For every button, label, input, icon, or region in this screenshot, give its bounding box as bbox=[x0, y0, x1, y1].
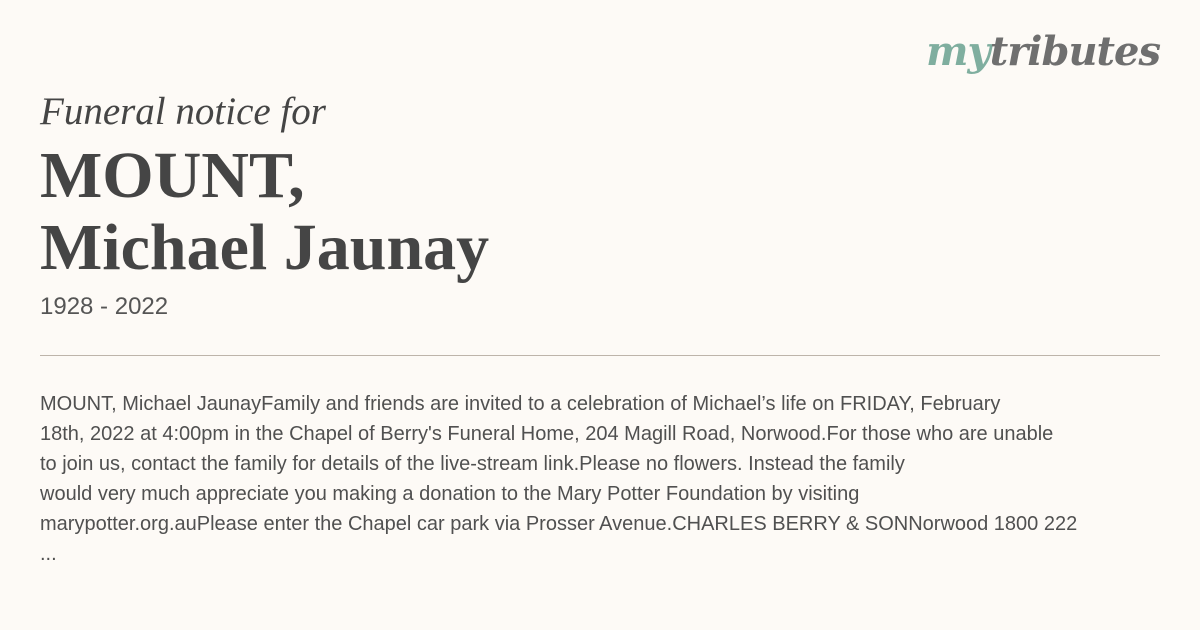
mytributes-logo[interactable] bbox=[926, 28, 1160, 75]
notice-body-line: MOUNT, Michael JaunayFamily and friends are invited to a celebration of Michael’s life on FRIDAY, February bbox=[40, 393, 1001, 415]
notice-body-line: 18th, 2022 at 4:00pm in the Chapel of Berry's Funeral Home, 204 Magill Road, Norwood.For those who are unable bbox=[40, 423, 1054, 445]
notice-body-ellipsis: ... bbox=[40, 543, 57, 565]
notice-intro: Funeral notice for bbox=[40, 90, 326, 133]
logo-suffix: tributes bbox=[989, 28, 1160, 75]
notice-body-line: to join us, contact the family for details of the live-stream link.Please no flowers. Instead the family bbox=[40, 453, 905, 475]
notice-body-line: would very much appreciate you making a donation to the Mary Potter Foundation by visiting bbox=[40, 483, 860, 505]
deceased-name bbox=[40, 140, 489, 284]
deceased-given-names: Michael Jaunay bbox=[40, 211, 490, 284]
divider bbox=[40, 355, 1160, 356]
notice-body bbox=[40, 389, 1160, 569]
deceased-surname: MOUNT, bbox=[40, 139, 305, 212]
notice-body-line: marypotter.org.auPlease enter the Chapel car park via Prosser Avenue.CHARLES BERRY & SONNorwood 1800 222 bbox=[40, 513, 1078, 535]
logo-prefix: my bbox=[926, 28, 990, 75]
life-years: 1928 - 2022 bbox=[40, 293, 169, 320]
